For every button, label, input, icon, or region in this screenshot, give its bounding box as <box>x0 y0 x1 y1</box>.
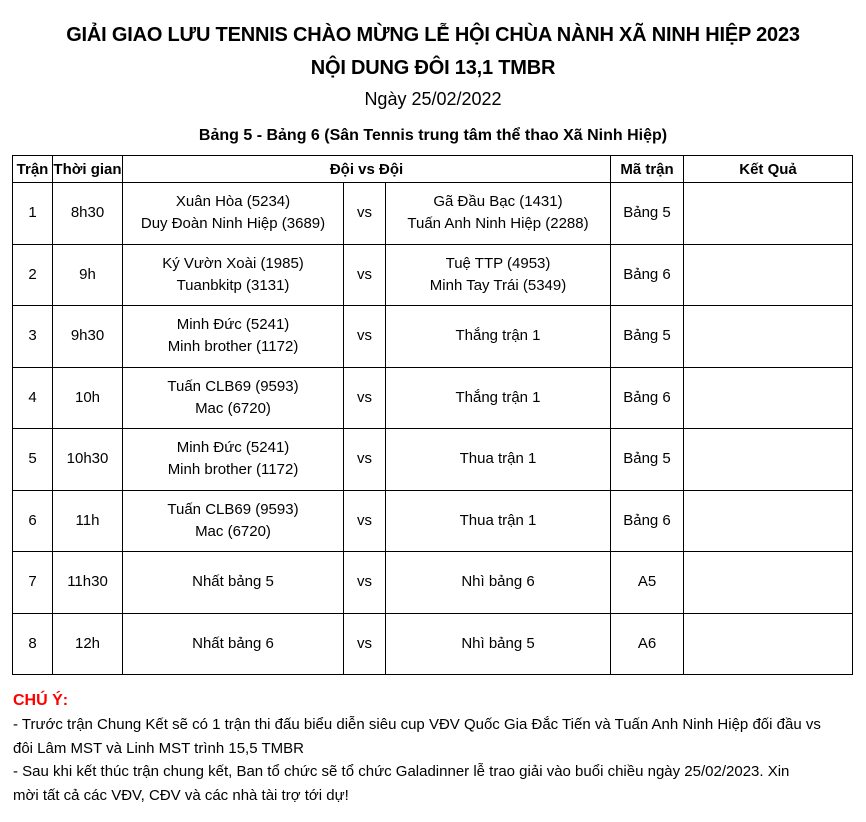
vs-cell <box>344 183 386 245</box>
match-number-cell <box>13 552 53 614</box>
match-time-cell <box>53 613 123 675</box>
match-result-cell <box>684 552 853 614</box>
note-line: - Sau khi kết thúc trận chung kết, Ban tổ chức sẽ tổ chức Galadinner lễ trao giải vào buổi chiều ngày 25/02/2023. Xin <box>13 763 790 780</box>
col-header-code: Mã trận <box>611 156 684 183</box>
match-number-cell <box>13 183 53 245</box>
team-left-cell-text: Tuanbkitp (3131) <box>176 276 290 294</box>
team-left-cell <box>123 367 344 429</box>
match-number-cell <box>13 490 53 552</box>
vs-cell <box>344 367 386 429</box>
team-left-cell <box>123 183 344 245</box>
table-row <box>13 244 853 306</box>
team-right-cell-text: Thua trận 1 <box>459 511 537 529</box>
team-left-cell-text: Minh brother (1172) <box>167 338 299 356</box>
vs-cell-text: vs <box>357 450 372 468</box>
table-caption: Bảng 5 - Bảng 6 (Sân Tennis trung tâm thể thao Xã Ninh Hiệp) <box>198 127 668 144</box>
match-number-cell <box>13 367 53 429</box>
vs-cell-text: vs <box>357 265 372 283</box>
match-number-cell-text: 4 <box>28 388 37 406</box>
match-result-cell <box>684 306 853 368</box>
team-left-cell <box>123 306 344 368</box>
notes-section <box>13 689 861 807</box>
team-left-cell <box>123 552 344 614</box>
match-code-cell-text: A5 <box>637 573 657 591</box>
vs-cell <box>344 552 386 614</box>
vs-cell <box>344 244 386 306</box>
match-result-cell <box>684 183 853 245</box>
col-header-match: Trận <box>13 156 53 183</box>
team-right-cell-text: Thắng trận 1 <box>455 327 541 345</box>
team-left-cell <box>123 429 344 491</box>
match-number-cell <box>13 244 53 306</box>
team-left-cell-text: Duy Đoàn Ninh Hiệp (3689) <box>140 215 326 233</box>
team-left-cell <box>123 490 344 552</box>
match-code-cell <box>611 244 684 306</box>
vs-cell-text: vs <box>357 388 372 406</box>
match-code-cell <box>611 552 684 614</box>
match-code-cell-text: Bảng 5 <box>623 204 671 222</box>
match-code-cell <box>611 490 684 552</box>
team-right-cell <box>386 306 611 368</box>
match-time-cell-text: 8h30 <box>70 204 105 222</box>
vs-cell <box>344 306 386 368</box>
team-right-cell <box>386 613 611 675</box>
doc-title-line1: GIẢI GIAO LƯU TENNIS CHÀO MỪNG LỄ HỘI CHÙA NÀNH XÃ NINH HIỆP 2023 <box>66 24 800 46</box>
match-number-cell <box>13 429 53 491</box>
match-time-cell <box>53 552 123 614</box>
team-right-cell <box>386 429 611 491</box>
match-code-cell <box>611 367 684 429</box>
notes-heading: CHÚ Ý: <box>13 692 69 709</box>
team-left-cell-text: Mac (6720) <box>195 399 271 417</box>
vs-cell-text: vs <box>357 511 372 529</box>
team-right-cell <box>386 367 611 429</box>
team-left-cell-text: Tuấn CLB69 (9593) <box>167 377 299 395</box>
match-number-cell <box>13 306 53 368</box>
table-row <box>13 367 853 429</box>
team-right-cell-text: Nhì bảng 6 <box>461 573 535 591</box>
team-left-cell <box>123 244 344 306</box>
match-time-cell-text: 11h30 <box>67 573 108 591</box>
team-left-cell-text: Nhất bảng 5 <box>192 573 274 591</box>
table-row <box>13 490 853 552</box>
table-row <box>13 613 853 675</box>
match-code-cell <box>611 429 684 491</box>
match-time-cell <box>53 244 123 306</box>
doc-title-line2: NỘI DUNG ĐÔI 13,1 TMBR <box>310 57 556 79</box>
match-time-cell-text: 10h <box>74 388 101 406</box>
match-code-cell <box>611 613 684 675</box>
team-right-cell <box>386 244 611 306</box>
team-right-cell-text: Nhì bảng 5 <box>461 634 535 652</box>
match-result-cell <box>684 244 853 306</box>
team-right-cell-text: Minh Tay Trái (5349) <box>429 276 567 294</box>
table-row <box>13 429 853 491</box>
table-row <box>13 183 853 245</box>
team-right-cell <box>386 552 611 614</box>
table-row <box>13 306 853 368</box>
table-header-row <box>13 156 853 183</box>
match-time-cell-text: 9h <box>79 265 96 283</box>
col-header-time: Thời gian <box>53 156 123 183</box>
match-result-cell <box>684 490 853 552</box>
team-left-cell <box>123 613 344 675</box>
doc-date: Ngày 25/02/2022 <box>364 89 502 109</box>
match-code-cell-text: Bảng 6 <box>623 511 671 529</box>
match-code-cell-text: A6 <box>637 634 657 652</box>
team-right-cell <box>386 490 611 552</box>
match-number-cell-text: 8 <box>28 634 37 652</box>
match-number-cell <box>13 613 53 675</box>
match-code-cell <box>611 183 684 245</box>
team-left-cell-text: Ký Vườn Xoài (1985) <box>162 254 304 272</box>
col-header-result: Kết Quả <box>684 156 853 183</box>
match-time-cell-text: 12h <box>74 634 101 652</box>
note-line: mời tất cả các VĐV, CĐV và các nhà tài trợ tới dự! <box>13 786 349 804</box>
vs-cell-text: vs <box>357 327 372 345</box>
match-time-cell-text: 11h <box>75 511 100 529</box>
team-left-cell-text: Xuân Hòa (5234) <box>175 193 291 211</box>
team-right-cell <box>386 183 611 245</box>
match-time-cell <box>53 306 123 368</box>
team-left-cell-text: Minh Đức (5241) <box>176 439 290 457</box>
match-code-cell <box>611 306 684 368</box>
team-right-cell-text: Tuệ TTP (4953) <box>445 254 551 272</box>
notes-body <box>13 713 861 807</box>
match-result-cell <box>684 367 853 429</box>
match-code-cell-text: Bảng 6 <box>623 388 671 406</box>
note-line: đôi Lâm MST và Linh MST trình 15,5 TMBR <box>13 739 304 757</box>
vs-cell-text: vs <box>357 204 372 222</box>
vs-cell-text: vs <box>357 634 372 652</box>
team-right-cell-text: Gã Đầu Bạc (1431) <box>433 193 563 211</box>
match-code-cell-text: Bảng 5 <box>623 450 671 468</box>
vs-cell <box>344 613 386 675</box>
note-line: - Trước trận Chung Kết sẽ có 1 trận thi đấu biểu diễn siêu cup VĐV Quốc Gia Đắc Tiến và Tuấn Anh Ninh Hiệp đối đầu vs <box>13 716 821 733</box>
team-left-cell-text: Nhất bảng 6 <box>192 634 274 652</box>
match-time-cell-text: 9h30 <box>70 327 105 345</box>
team-left-cell-text: Minh Đức (5241) <box>176 316 290 334</box>
team-right-cell-text: Thua trận 1 <box>459 450 537 468</box>
match-code-cell-text: Bảng 6 <box>623 265 671 283</box>
team-right-cell-text: Thắng trận 1 <box>455 388 541 406</box>
team-left-cell-text: Mac (6720) <box>195 522 271 540</box>
team-left-cell-text: Minh brother (1172) <box>167 461 299 479</box>
schedule-table <box>12 155 853 675</box>
match-time-cell <box>53 367 123 429</box>
match-time-cell <box>53 183 123 245</box>
vs-cell <box>344 490 386 552</box>
match-number-cell-text: 6 <box>28 511 37 529</box>
match-time-cell <box>53 490 123 552</box>
match-code-cell-text: Bảng 5 <box>623 327 671 345</box>
match-number-cell-text: 7 <box>28 573 37 591</box>
match-number-cell-text: 2 <box>28 265 37 283</box>
match-result-cell <box>684 613 853 675</box>
team-right-cell-text: Tuấn Anh Ninh Hiệp (2288) <box>407 215 589 233</box>
vs-cell <box>344 429 386 491</box>
match-time-cell <box>53 429 123 491</box>
match-number-cell-text: 5 <box>28 450 37 468</box>
col-header-teams: Đội vs Đội <box>123 156 611 183</box>
match-number-cell-text: 3 <box>28 327 37 345</box>
match-number-cell-text: 1 <box>28 204 37 222</box>
table-row <box>13 552 853 614</box>
match-time-cell-text: 10h30 <box>66 450 109 468</box>
team-left-cell-text: Tuấn CLB69 (9593) <box>167 500 299 518</box>
vs-cell-text: vs <box>357 573 372 591</box>
match-result-cell <box>684 429 853 491</box>
